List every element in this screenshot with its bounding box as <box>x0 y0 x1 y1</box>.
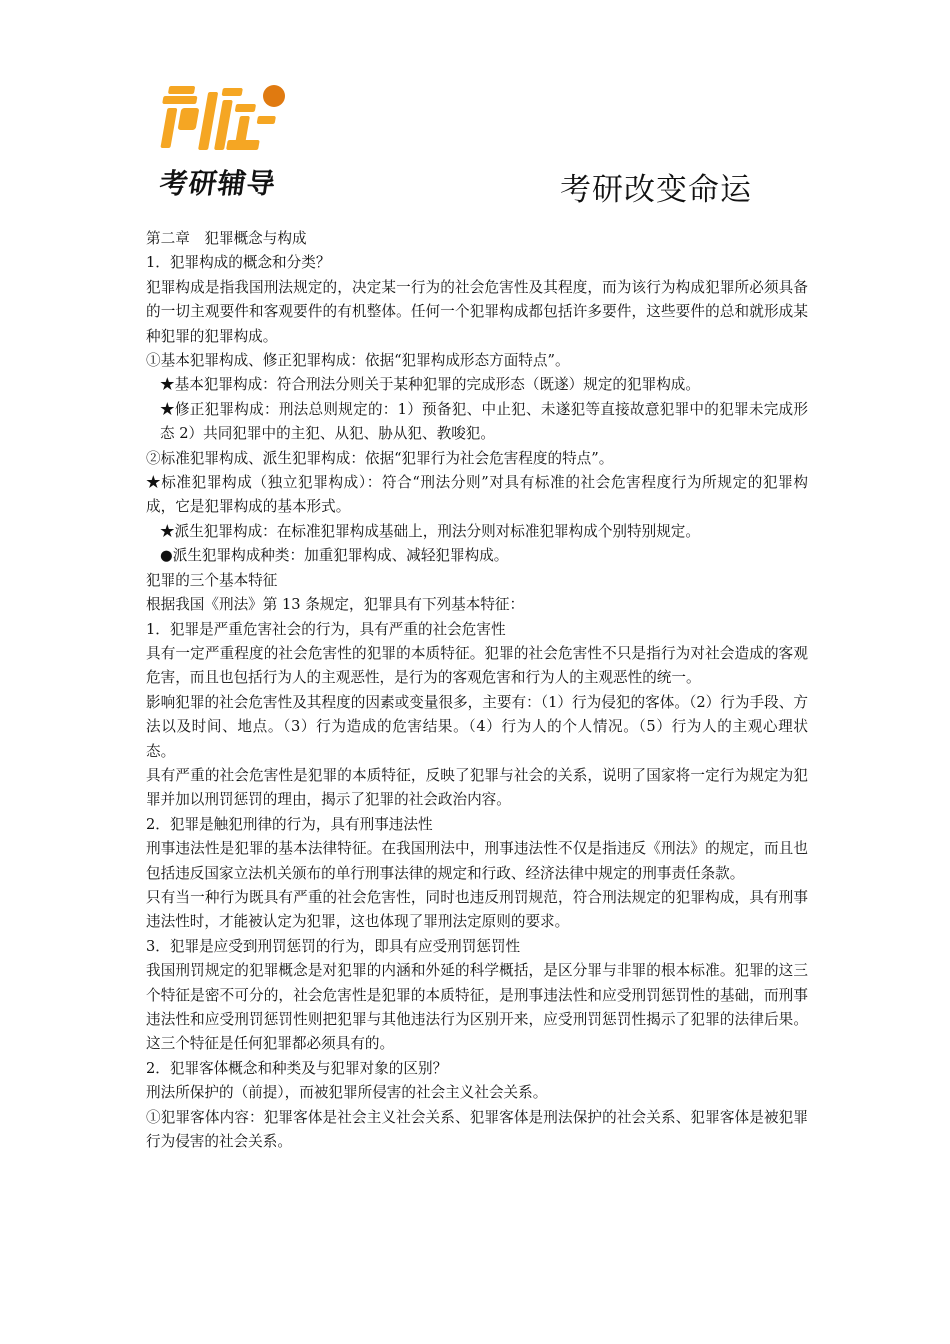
paragraph: 我国刑罚规定的犯罪概念是对犯罪的内涵和外延的科学概括，是区分罪与非罪的根本标准。犯罪的这三个特征是密不可分的，社会危害性是犯罪的本质特征，是刑事违法性和应受刑罚惩罚性的基础，而刑事违法性和应受刑罚惩罚性则把犯罪与其他违法行为区别开来，应受刑罚惩罚性揭示了犯罪的法律后果。这三个特征是任何犯罪都必须具有的。 <box>146 962 808 1053</box>
paragraph: 只有当一种行为既具有严重的社会危害性，同时也违反刑罚规范，符合刑法规定的犯罪构成，具有刑事违法性时，才能被认定为犯罪，这也体现了罪刑法定原则的要求。 <box>146 888 808 931</box>
document-body <box>146 227 808 1154</box>
section-heading: 犯罪的三个基本特征 <box>146 571 278 589</box>
list-item: ①基本犯罪构成、修正犯罪构成：依据“犯罪构成形态方面特点”。 <box>146 352 570 370</box>
paragraph: 具有严重的社会危害性是犯罪的本质特征，反映了犯罪与社会的关系，说明了国家将一定行为规定为犯罪并加以刑罚惩罚的理由，揭示了犯罪的社会政治内容。 <box>146 766 808 809</box>
paragraph: 具有一定严重程度的社会危害性的犯罪的本质特征。犯罪的社会危害性不只是指行为对社会造成的客观危害，而且也包括行为人的主观恶性，是行为的客观危害和行为人的主观恶性的统一。 <box>146 644 808 687</box>
question-heading: 2．犯罪客体概念和种类及与犯罪对象的区别？ <box>146 1059 448 1077</box>
paragraph: 犯罪构成是指我国刑法规定的，决定某一行为的社会危害性及其程度，而为该行为构成犯罪所必须具备的一切主观要件和客观要件的有机整体。任何一个犯罪构成都包括许多要件，这些要件的总和就形成某种犯罪的犯罪构成。 <box>146 278 808 345</box>
feature-heading: 3．犯罪是应受到刑罚惩罚的行为，即具有应受刑罚惩罚性 <box>146 937 521 955</box>
paragraph: 刑事违法性是犯罪的基本法律特征。在我国刑法中，刑事违法性不仅是指违反《刑法》的规定，而且也包括违反国家立法机关颁布的单行刑事法律的规定和行政、经济法律中规定的刑事责任条款。 <box>146 840 808 882</box>
logo-subtitle: 考研辅导 <box>157 167 279 200</box>
feature-heading: 2．犯罪是触犯刑律的行为，具有刑事违法性 <box>146 815 433 833</box>
feature-heading: 1．犯罪是严重危害社会的行为，具有严重的社会危害性 <box>146 620 506 638</box>
list-item: ★修正犯罪构成：刑法总则规定的：1）预备犯、中止犯、未遂犯等直接故意犯罪中的犯罪未完成形态 2）共同犯罪中的主犯、从犯、胁从犯、教唆犯。 <box>160 400 808 443</box>
list-item: ★标准犯罪构成（独立犯罪构成）：符合“刑法分则”对具有标准的社会危害程度行为所规定的犯罪构成，它是犯罪构成的基本形式。 <box>146 474 808 516</box>
brand-logo <box>150 80 300 198</box>
paragraph: 影响犯罪的社会危害性及其程度的因素或变量很多，主要有：（1）行为侵犯的客体。（2）行为手段、方法以及时间、地点。（3）行为造成的危害结果。（4）行为人的个人情况。（5）行为人的主观心理状态。 <box>146 693 808 760</box>
list-item: ①犯罪客体内容：犯罪客体是社会主义社会关系、犯罪客体是刑法保护的社会关系、犯罪客体是被犯罪行为侵害的社会关系。 <box>146 1108 808 1151</box>
list-item: ★派生犯罪构成：在标准犯罪构成基础上，刑法分则对标准犯罪构成个别特别规定。 <box>160 522 700 540</box>
paragraph: 根据我国《刑法》第 13 条规定，犯罪具有下列基本特征： <box>146 596 525 614</box>
chapter-title: 第二章 犯罪概念与构成 <box>146 230 307 247</box>
logo-mark-icon <box>156 82 296 160</box>
slogan: 考研改变命运 <box>560 172 752 208</box>
question-heading: 1．犯罪构成的概念和分类？ <box>146 254 331 272</box>
paragraph: 刑法所保护的（前提），而被犯罪所侵害的社会主义社会关系。 <box>146 1084 548 1102</box>
list-item: ★基本犯罪构成：符合刑法分则关于某种犯罪的完成形态（既遂）规定的犯罪构成。 <box>160 376 700 394</box>
list-item: ②标准犯罪构成、派生犯罪构成：依据“犯罪行为社会危害程度的特点”。 <box>146 449 614 467</box>
list-item: ●派生犯罪构成种类：加重犯罪构成、减轻犯罪构成。 <box>160 547 509 565</box>
